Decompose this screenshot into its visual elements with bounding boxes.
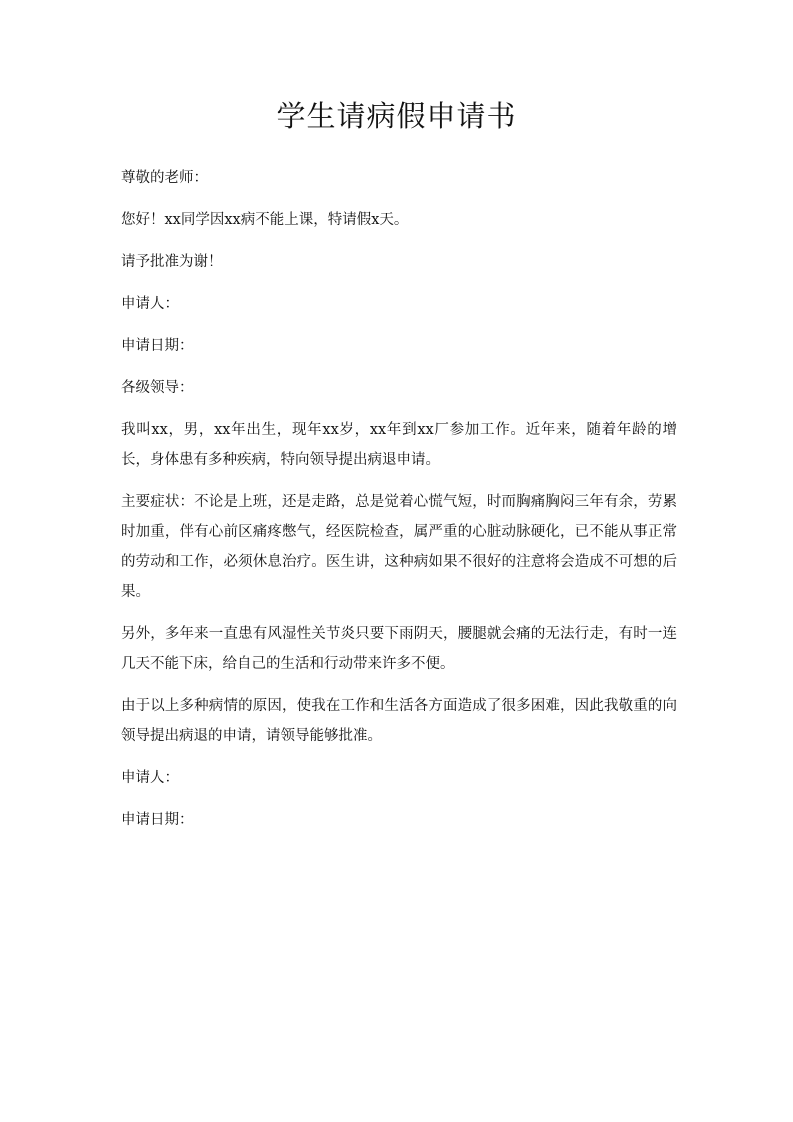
conclusion-paragraph: 由于以上多种病情的原因，使我在工作和生活各方面造成了很多困难，因此我敬重的向领导提出病退的申请，请领导能够批准。 bbox=[121, 698, 677, 744]
salutation-leaders: 各级领导： bbox=[121, 380, 194, 396]
approval-request-text: 请予批准为谢！ bbox=[121, 254, 223, 270]
document-title: 学生请病假申请书 bbox=[276, 99, 517, 133]
leave-request-text: 您好！xx同学因xx病不能上课，特请假x天。 bbox=[121, 212, 409, 228]
applicant-label-second: 申请人： bbox=[121, 770, 179, 786]
introduction-paragraph: 我叫xx，男，xx年出生，现年xx岁，xx年到xx厂参加工作。近年来，随着年龄的增长，身体患有多种疾病，特向领导提出病退申请。 bbox=[121, 422, 677, 468]
salutation-teacher: 尊敬的老师： bbox=[121, 170, 208, 186]
document-body bbox=[121, 163, 677, 847]
application-date-label-second: 申请日期： bbox=[121, 812, 194, 828]
application-date-label: 申请日期： bbox=[121, 338, 194, 354]
applicant-label: 申请人： bbox=[121, 296, 179, 312]
rheumatism-paragraph: 另外，多年来一直患有风湿性关节炎只要下雨阴天，腰腿就会痛的无法行走，有时一连几天不能下床，给自己的生活和行动带来许多不便。 bbox=[121, 626, 677, 672]
symptoms-paragraph: 主要症状：不论是上班，还是走路，总是觉着心慌气短，时而胸痛胸闷三年有余，劳累时加重，伴有心前区痛疼憋气，经医院检查，属严重的心脏动脉硬化，已不能从事正常的劳动和工作，必须休息治疗。医生讲，这种病如果不很好的注意将会造成不可想的后果。 bbox=[121, 494, 677, 600]
